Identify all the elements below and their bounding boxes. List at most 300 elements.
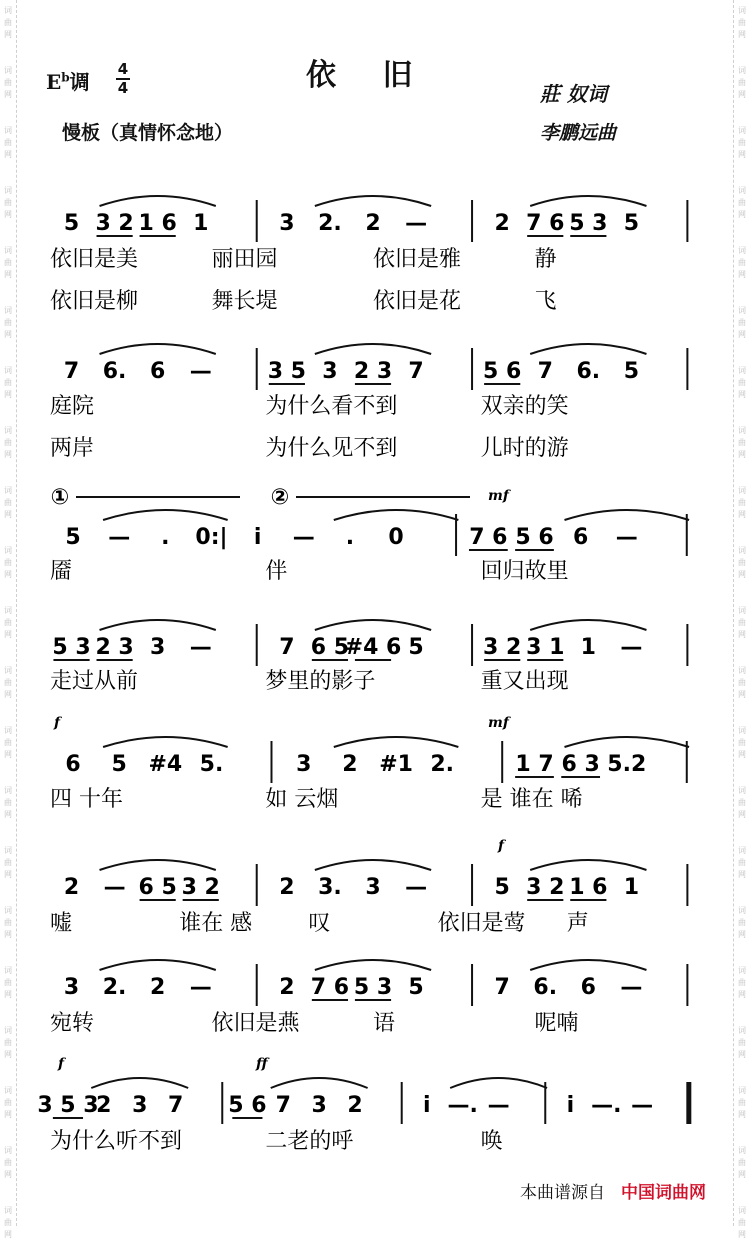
watermark-glyph: 曲: [4, 498, 12, 507]
watermark-glyph: 曲: [4, 1098, 12, 1107]
lyric-verse-1: 声: [566, 911, 589, 936]
dynamic-mark: mf: [488, 488, 509, 504]
key-suffix: 调: [69, 70, 90, 94]
watermark-glyph: 网: [4, 510, 12, 519]
score-note: —: [405, 875, 428, 900]
score-note: 3: [322, 359, 338, 384]
lyric-verse-1: 叹: [308, 911, 331, 936]
lyric-verse-1: 伴: [265, 559, 288, 584]
watermark-glyph: 网: [738, 330, 746, 339]
watermark-glyph: 曲: [4, 798, 12, 807]
watermark-glyph: 曲: [4, 1038, 12, 1047]
watermark-glyph: 网: [4, 210, 12, 219]
lyric-verse-1: 呢喃: [534, 1011, 579, 1036]
slur-arc: [315, 196, 431, 206]
watermark-glyph: 曲: [4, 378, 12, 387]
watermark-glyph: 曲: [4, 78, 12, 87]
watermark-glyph: 曲: [738, 138, 746, 147]
watermark-glyph: 词: [4, 1146, 12, 1155]
score-note: 5: [623, 359, 640, 384]
slur-arc: [103, 737, 228, 747]
lyric-verse-1: 依旧是美: [50, 247, 139, 272]
slur-arc: [334, 510, 459, 520]
watermark-glyph: 词: [4, 1086, 12, 1095]
watermark-glyph: 词: [738, 246, 746, 255]
watermark-glyph: 网: [738, 630, 746, 639]
score-note: 5: [623, 211, 640, 236]
slur-arc: [100, 344, 216, 354]
footer-source-label: 本曲谱源自: [520, 1183, 605, 1203]
score-note: 3 5: [267, 359, 307, 384]
watermark-glyph: 词: [4, 966, 12, 975]
score-note: 3 2: [526, 875, 565, 900]
watermark-glyph: 曲: [738, 18, 746, 27]
slur-arc: [530, 344, 646, 354]
watermark-glyph: 词: [738, 366, 746, 375]
slur-arc: [530, 196, 646, 206]
score-note: 1: [623, 875, 640, 900]
score-note: 6 5: [138, 875, 177, 900]
watermark-glyph: 网: [4, 150, 12, 159]
score-note: —.: [591, 1093, 622, 1118]
score-note: 3.: [318, 875, 342, 900]
watermark-glyph: 词: [738, 1086, 746, 1095]
watermark-glyph: 词: [738, 726, 746, 735]
watermark-glyph: 词: [4, 1206, 12, 1215]
watermark-glyph: 网: [738, 690, 746, 699]
key-letter: E: [46, 70, 62, 94]
watermark-glyph: 词: [738, 126, 746, 135]
score-note: 7 6: [310, 975, 350, 1000]
volta-number: ②: [270, 485, 290, 510]
slur-arc: [315, 344, 431, 354]
watermark-glyph: 网: [4, 1170, 12, 1179]
watermark-glyph: 网: [4, 1110, 12, 1119]
lyric-verse-1: 宛转: [50, 1011, 95, 1036]
watermark-glyph: 词: [738, 1026, 746, 1035]
score-note: 6.: [533, 975, 558, 1000]
lyric-verse-1: 重又出现: [480, 669, 569, 694]
watermark-glyph: 词: [738, 486, 746, 495]
lyric-verse-2: 依旧是柳: [50, 289, 139, 314]
slur-arc: [100, 960, 216, 970]
score-note: 2 3: [95, 635, 134, 660]
watermark-glyph: 网: [4, 630, 12, 639]
watermark-glyph: 词: [4, 606, 12, 615]
lyric-verse-1: 是 谁在 唏: [480, 787, 583, 812]
slur-arc: [315, 860, 431, 870]
lyric-verse-1: 四 十年: [50, 787, 123, 812]
score-note: 2: [63, 875, 80, 900]
score-note: 3: [365, 875, 381, 900]
watermark-glyph: 网: [738, 1230, 746, 1239]
slur-arc: [271, 1078, 368, 1088]
score-note: 5 6: [228, 1093, 267, 1118]
slur-arc: [103, 510, 228, 520]
watermark-glyph: 网: [4, 750, 12, 759]
score-note: 5: [63, 211, 80, 236]
watermark-glyph: 网: [738, 1110, 746, 1119]
score-note: 7: [408, 359, 424, 384]
watermark-glyph: 词: [4, 486, 12, 495]
dynamic-mark: f: [54, 715, 61, 731]
watermark-glyph: 曲: [738, 618, 746, 627]
score-note: —: [108, 525, 131, 550]
watermark-glyph: 词: [4, 546, 12, 555]
watermark-glyph: 词: [738, 426, 746, 435]
score-note: 5: [408, 635, 424, 660]
volta-number: ①: [50, 485, 70, 510]
score-note: 2: [279, 875, 295, 900]
watermark-glyph: 词: [4, 846, 12, 855]
score-note: 3: [63, 975, 80, 1000]
watermark-glyph: 词: [4, 726, 12, 735]
watermark-glyph: 网: [738, 90, 746, 99]
watermark-glyph: 词: [4, 666, 12, 675]
watermark-glyph: 曲: [4, 1218, 12, 1227]
watermark-glyph: 曲: [4, 918, 12, 927]
score-note: #4 6: [344, 635, 402, 660]
watermark-glyph: 网: [4, 90, 12, 99]
lyric-verse-2: 依旧是花: [373, 289, 462, 314]
score-note: —: [189, 975, 212, 1000]
lyric-verse-2: 飞: [534, 289, 557, 314]
watermark-glyph: 曲: [738, 198, 746, 207]
watermark-glyph: 曲: [738, 1218, 746, 1227]
score-note: i: [253, 525, 262, 550]
score-note: i: [423, 1093, 431, 1118]
lyric-verse-1: 如 云烟: [265, 787, 339, 812]
lyric-verse-1: 靥: [50, 559, 73, 584]
score-note: 1: [580, 635, 596, 660]
watermark-glyph: 曲: [738, 78, 746, 87]
watermark-glyph: 网: [4, 690, 12, 699]
score-note: 7: [279, 635, 295, 660]
watermark-glyph: 网: [4, 450, 12, 459]
watermark-glyph: 词: [4, 786, 12, 795]
watermark-glyph: 网: [4, 1050, 12, 1059]
watermark-glyph: 词: [738, 66, 746, 75]
watermark-glyph: 网: [738, 210, 746, 219]
watermark-glyph: 词: [4, 186, 12, 195]
lyric-verse-1: 走过从前: [50, 669, 139, 694]
lyric-verse-2: 为什么见不到: [265, 436, 398, 461]
watermark-glyph: 词: [738, 666, 746, 675]
watermark-glyph: 网: [738, 30, 746, 39]
watermark-glyph: 曲: [738, 1098, 746, 1107]
watermark-glyph: 曲: [738, 1038, 746, 1047]
score-note: 2.: [102, 975, 127, 1000]
watermark-glyph: 网: [738, 990, 746, 999]
score-note: —: [292, 525, 315, 550]
score-note: 2: [279, 975, 295, 1000]
watermark-glyph: 网: [4, 330, 12, 339]
score-note: 3 2: [181, 875, 220, 900]
score-note: 1 6: [569, 875, 608, 900]
watermark-glyph: 网: [4, 1230, 12, 1239]
watermark-glyph: 网: [4, 390, 12, 399]
watermark-glyph: 曲: [4, 858, 12, 867]
score-note: #1: [379, 752, 413, 777]
watermark-glyph: 词: [738, 606, 746, 615]
tempo-marking: 慢板（真情怀念地）: [62, 122, 234, 144]
score-note: 5: [494, 875, 510, 900]
watermark-glyph: 曲: [4, 558, 12, 567]
score-note: 7: [537, 359, 553, 384]
watermark-glyph: 网: [738, 870, 746, 879]
watermark-glyph: 曲: [738, 498, 746, 507]
lyric-verse-1: 唤: [480, 1129, 503, 1154]
score-note: 7: [167, 1093, 184, 1118]
score-note: —: [615, 525, 638, 550]
watermark-glyph: 网: [738, 450, 746, 459]
watermark-glyph: 词: [4, 126, 12, 135]
score-note: —.: [447, 1093, 478, 1118]
score-note: 7 6: [469, 525, 508, 550]
lyric-verse-1: 双亲的笑: [480, 394, 569, 419]
lyric-verse-1: 依旧是燕: [211, 1011, 300, 1036]
watermark-glyph: 词: [738, 906, 746, 915]
score-note: 7 6: [526, 211, 565, 236]
lyric-verse-1: 二老的呼: [265, 1129, 354, 1154]
score-note: 6 3: [561, 752, 600, 777]
score-note: 2: [365, 211, 381, 236]
watermark-glyph: 曲: [4, 1158, 12, 1167]
score-note: 7: [63, 359, 80, 384]
watermark-glyph: 曲: [4, 678, 12, 687]
slur-arc: [100, 620, 216, 630]
score-note: 6: [65, 752, 81, 777]
watermark-glyph: 网: [4, 810, 12, 819]
score-note: 3: [311, 1093, 327, 1118]
dynamic-mark: f: [498, 838, 505, 854]
watermark-glyph: 曲: [738, 738, 746, 747]
time-signature-top: 4: [117, 60, 129, 78]
lyric-verse-1: 语: [373, 1011, 396, 1036]
score-note: 5 3: [569, 211, 608, 236]
slur-arc: [91, 1078, 188, 1088]
score-note: 5.: [199, 752, 224, 777]
dynamic-mark: f: [58, 1056, 65, 1072]
lyric-verse-1: 谁在 感: [179, 911, 253, 936]
lyric-verse-1: 嘘: [50, 911, 73, 936]
score-note: 5: [111, 752, 127, 777]
score-note: 3: [132, 1093, 148, 1118]
watermark-glyph: 网: [4, 570, 12, 579]
watermark-glyph: 曲: [738, 978, 746, 987]
lyric-verse-2: 儿时的游: [480, 436, 569, 461]
watermark-glyph: 曲: [738, 798, 746, 807]
score-note: 0: [388, 525, 404, 550]
lyric-verse-1: 庭院: [50, 394, 95, 419]
score-note: 2.: [318, 211, 342, 236]
score-note: 1: [193, 211, 209, 236]
score-note: 3 5 3: [37, 1093, 99, 1118]
watermark-glyph: 曲: [738, 558, 746, 567]
score-note: —: [620, 635, 643, 660]
lyric-verse-1: 依旧是雅: [373, 247, 462, 272]
watermark-glyph: 词: [4, 306, 12, 315]
score-note: 5.2: [607, 752, 647, 777]
score-note: 3 1: [526, 635, 565, 660]
slur-arc: [334, 737, 459, 747]
score-note: .: [161, 525, 170, 550]
lyric-verse-1: 回归故里: [480, 559, 569, 584]
watermark-glyph: 网: [738, 1050, 746, 1059]
watermark-glyph: 曲: [738, 378, 746, 387]
watermark-glyph: 词: [738, 186, 746, 195]
watermark-glyph: 网: [4, 930, 12, 939]
score-note: —: [487, 1093, 510, 1118]
watermark-glyph: 曲: [4, 318, 12, 327]
score-note: 0:|: [195, 525, 228, 550]
song-title: 依 旧: [306, 58, 431, 93]
watermark-glyph: 词: [738, 1206, 746, 1215]
watermark-glyph: 词: [4, 1026, 12, 1035]
score-note: 2.: [430, 752, 455, 777]
watermark-glyph: 曲: [738, 1158, 746, 1167]
score-note: 2: [342, 752, 358, 777]
watermark-glyph: 曲: [738, 678, 746, 687]
watermark-glyph: 网: [738, 390, 746, 399]
watermark-glyph: 曲: [738, 438, 746, 447]
watermark-glyph: 曲: [4, 198, 12, 207]
watermark-glyph: 曲: [738, 858, 746, 867]
watermark-glyph: 曲: [4, 618, 12, 627]
watermark-glyph: 词: [738, 1146, 746, 1155]
watermark-glyph: 曲: [4, 978, 12, 987]
watermark-glyph: 词: [4, 426, 12, 435]
score-note: 2: [150, 975, 166, 1000]
slur-arc: [100, 860, 216, 870]
watermark-glyph: 网: [738, 570, 746, 579]
score-note: 5 3: [353, 975, 393, 1000]
watermark-glyph: 网: [738, 930, 746, 939]
score-note: —: [620, 975, 643, 1000]
score-note: 6: [150, 359, 166, 384]
score-note: #4: [148, 752, 183, 777]
score-note: —: [103, 875, 126, 900]
score-note: —: [405, 211, 428, 236]
score-note: 2: [494, 211, 510, 236]
score-note: 5 6: [515, 525, 554, 550]
score-note: 5 6: [483, 359, 522, 384]
key-accidental: b: [61, 70, 70, 85]
watermark-glyph: 网: [4, 870, 12, 879]
score-note: 3: [150, 635, 166, 660]
lyric-verse-1: 为什么看不到: [265, 394, 398, 419]
score-note: 1 6: [138, 211, 177, 236]
score-note: 6: [580, 975, 596, 1000]
score-note: —: [631, 1093, 654, 1118]
watermark-glyph: 词: [4, 66, 12, 75]
slur-arc: [450, 1078, 547, 1088]
watermark-glyph: 词: [4, 366, 12, 375]
slur-arc: [530, 620, 646, 630]
lyric-verse-1: 丽田园: [211, 247, 278, 272]
slur-arc: [564, 510, 689, 520]
score-note: 6.: [102, 359, 127, 384]
time-signature-bottom: 4: [117, 79, 129, 97]
score-note: 5 3: [52, 635, 91, 660]
watermark-glyph: 网: [738, 810, 746, 819]
watermark-glyph: 网: [738, 270, 746, 279]
score-note: 3 2: [483, 635, 522, 660]
score-note: 6.: [576, 359, 601, 384]
footer: [520, 1178, 706, 1203]
lyric-verse-1: 梦里的影子: [265, 669, 376, 694]
slur-arc: [315, 620, 431, 630]
watermark-glyph: 词: [738, 846, 746, 855]
score-note: 6 5: [310, 635, 350, 660]
score-note: 3 2: [95, 211, 134, 236]
score-note: 1 7: [515, 752, 554, 777]
watermark-glyph: 词: [4, 246, 12, 255]
score-note: —: [189, 635, 212, 660]
watermark-glyph: 网: [4, 990, 12, 999]
watermark-glyph: 曲: [4, 138, 12, 147]
watermark-glyph: 网: [738, 750, 746, 759]
watermark-glyph: 词: [738, 6, 746, 15]
watermark-glyph: 曲: [738, 258, 746, 267]
watermark-glyph: 网: [4, 30, 12, 39]
lyricist-credit: 莊 奴词: [540, 82, 607, 106]
slur-arc: [530, 860, 646, 870]
watermark-glyph: 词: [738, 966, 746, 975]
score-note: 7: [494, 975, 510, 1000]
score-note: 2 3: [353, 359, 393, 384]
watermark-glyph: 网: [4, 270, 12, 279]
watermark-glyph: 词: [4, 6, 12, 15]
watermark-glyph: 网: [738, 1170, 746, 1179]
slur-arc: [530, 960, 646, 970]
watermark-glyph: 曲: [4, 258, 12, 267]
watermark-glyph: 曲: [738, 318, 746, 327]
score-note: 3: [279, 211, 295, 236]
composer-credit: 李鹏远曲: [540, 122, 617, 144]
lyric-verse-1: 静: [534, 247, 557, 272]
watermark-glyph: 曲: [738, 918, 746, 927]
watermark-glyph: 词: [4, 906, 12, 915]
score-note: —: [189, 359, 212, 384]
slur-arc: [100, 196, 216, 206]
watermark-glyph: 词: [738, 546, 746, 555]
score-note: .: [345, 525, 355, 550]
footer-site-link[interactable]: 中国词曲网: [621, 1183, 706, 1203]
watermark-glyph: 曲: [4, 18, 12, 27]
watermark-glyph: 词: [738, 306, 746, 315]
slur-arc: [564, 737, 689, 747]
dynamic-mark: mf: [488, 715, 509, 731]
score-note: 7: [275, 1093, 291, 1118]
score-note: 2: [347, 1093, 363, 1118]
watermark-glyph: 网: [738, 510, 746, 519]
score-note: 3: [296, 752, 312, 777]
watermark-glyph: 曲: [4, 738, 12, 747]
score-note: 6: [572, 525, 589, 550]
dynamic-mark: ff: [256, 1056, 268, 1072]
score-note: 5: [65, 525, 81, 550]
lyric-verse-2: 两岸: [50, 436, 95, 461]
slur-arc: [315, 960, 431, 970]
lyric-verse-1: 为什么听不到: [50, 1129, 183, 1154]
watermark-glyph: 网: [738, 150, 746, 159]
lyric-verse-2: 舞长堤: [211, 289, 278, 314]
score-note: 2: [96, 1093, 112, 1118]
score-note: i: [566, 1093, 575, 1118]
lyric-verse-1: 依旧是莺: [437, 911, 526, 936]
watermark-glyph: 词: [738, 786, 746, 795]
